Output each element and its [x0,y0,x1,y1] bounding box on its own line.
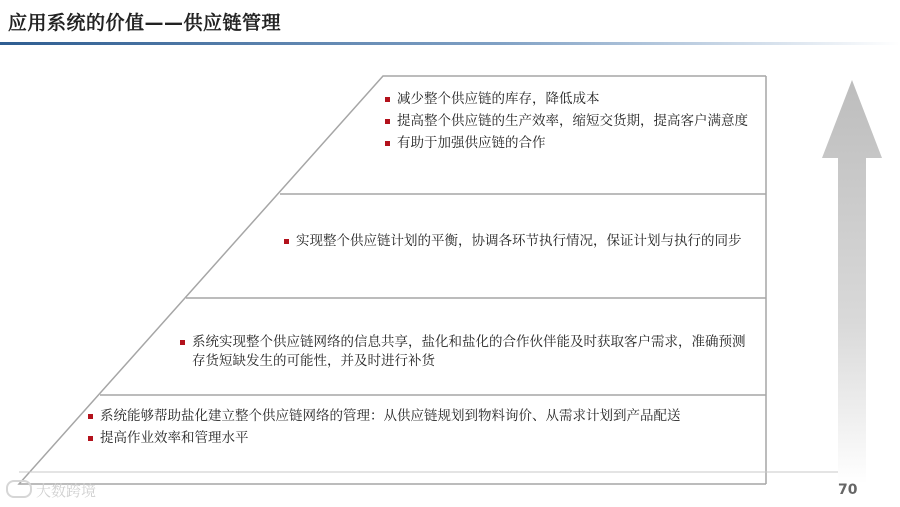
up-arrow-icon [822,80,882,484]
brand-logo-icon [6,480,32,498]
tier-4-bullet: 提高作业效率和管理水平 [86,429,766,448]
page-number: 70 [838,482,858,498]
tier-2 [282,232,752,254]
tier-1-bullet: 提高整个供应链的生产效率，缩短交货期，提高客户满意度 [383,112,755,131]
slide-title: 应用系统的价值——供应链管理 [8,12,282,34]
tier-1 [383,90,755,156]
tier-4 [86,407,766,451]
tier-2-bullet: 实现整个供应链计划的平衡，协调各环节执行情况，保证计划与执行的同步 [282,232,752,251]
tier-3 [178,333,758,374]
tier-1-bullet: 有助于加强供应链的合作 [383,134,755,153]
tier-3-bullet: 系统实现整个供应链网络的信息共享，盐化和盐化的合作伙伴能及时获取客户需求，准确预测存货短缺发生的可能性，并及时进行补货 [178,333,758,371]
watermark [6,480,96,501]
tier-4-bullet: 系统能够帮助盐化建立整个供应链网络的管理：从供应链规划到物料询价、从需求计划到产品配送 [86,407,766,426]
tier-1-bullet: 减少整个供应链的库存，降低成本 [383,90,755,109]
watermark-text: 大数跨境 [36,482,97,500]
